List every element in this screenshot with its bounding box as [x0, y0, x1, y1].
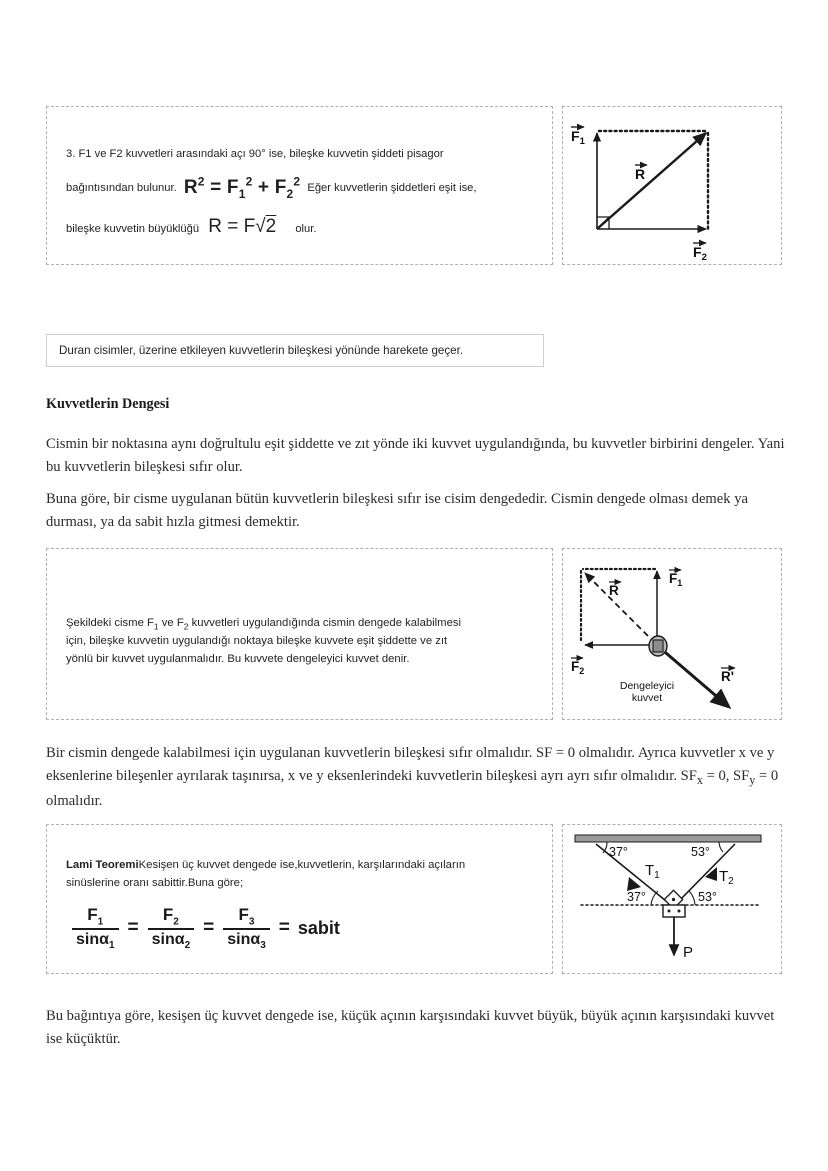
balance-text-body [66, 615, 531, 668]
closing-paragraph: Bu bağıntıya göre, kesişen üç kuvvet dengede ise, küçük açının karşısındaki kuvvet büyük, büyük açının karşısındaki kuvvet ise küçüktür. [46, 1008, 775, 1048]
lami-num-1: $F_1$ [87, 905, 104, 928]
lami-result: sabit [297, 917, 340, 938]
balancing-force-caption-line1: Dengeleyici [619, 680, 675, 692]
balance-line1-a: Şekildeki cisme F [66, 617, 154, 629]
angle-top-left: 37° [609, 845, 628, 859]
label-t2: $T_2$ [719, 868, 734, 887]
lami-den-2: sinα$_2$ [148, 928, 195, 951]
balance-line2: için, bileşke kuvvetin uygulandığı noktaya bileşke kuvvete eşit şiddette ve zıt [66, 635, 448, 648]
lami-den-1: sinα$_1$ [72, 928, 119, 951]
section-paragraph-2: Buna göre, bir cisme uygulanan bütün kuvvetlerin bileşkesi sıfır ise cisim dengededir. Cismin dengede olması demek ya durması, ya da sabit hızla gitmesi demektir. [46, 491, 748, 531]
section-paragraph-1: Cismin bir noktasına aynı doğrultulu eşit şiddette ve zıt yönde iki kuvvet uygulandığında, bu kuvvetler birbirini dengeler. Yani bu kuvvetlerin bileşkesi sıfır olur. [46, 436, 785, 476]
item3-formula-pythagoras: $R^2 = F_1^2 + F_2^2$ [183, 174, 301, 201]
lami-title: Lami Teoremi [66, 859, 139, 871]
lami-num-3-sub: 3 [248, 916, 255, 928]
lami-fraction-3 [223, 905, 270, 952]
item3-line2: bağıntısından bulunur. [66, 181, 177, 194]
lami-fraction-1 [72, 905, 119, 952]
item3-line3: Eğer kuvvetlerin şiddetleri eşit ise, [307, 181, 477, 194]
lami-theorem-diagram [563, 825, 781, 973]
label-r-prime: R' [721, 669, 734, 684]
lami-diagram-panel [562, 824, 782, 974]
label-f1: $F_1$ [571, 128, 585, 147]
angle-bottom-right: 53° [698, 890, 717, 904]
item3-diagram-panel [562, 106, 782, 265]
lami-formula [65, 905, 340, 952]
label-f1: $F_1$ [669, 571, 683, 588]
angle-bottom-left: 37° [627, 890, 646, 904]
label-r: R [635, 166, 646, 182]
pythagoras-vector-diagram [563, 107, 781, 264]
equilibrium-sub-y: y [749, 772, 756, 787]
section-heading: Kuvvetlerin Dengesi [46, 396, 170, 412]
balance-line1-c: kuvvetleri uygulandığında cismin dengede kalabilmesi [188, 617, 462, 629]
balance-text-panel [46, 548, 553, 720]
balance-sub-2: 2 [183, 621, 189, 632]
balance-line3: yönlü bir kuvvet uygulanmalıdır. Bu kuvvete dengeleyici kuvvet denir. [66, 652, 410, 665]
rule-callout-text: Duran cisimler, üzerine etkileyen kuvvetlerin bileşkesi yönünde harekete geçer. [59, 344, 464, 357]
lami-fraction-2 [148, 905, 195, 952]
label-r: R [609, 583, 619, 598]
item3-formula-root2: R = F√2 [208, 216, 277, 238]
angle-top-right: 53° [691, 845, 710, 859]
balancing-force-caption-line2: kuvvet [631, 692, 663, 704]
lami-num-2-sub: 2 [173, 916, 179, 928]
lami-den-2-sub: 2 [184, 940, 191, 952]
label-p: P [683, 944, 694, 961]
lami-equals-1: = [127, 917, 139, 939]
equilibrium-part3: = 0 olmalıdır. [46, 768, 779, 810]
item3-line5: olur. [295, 223, 317, 236]
item3-line1: 3. F1 ve F2 kuvvetleri arasındaki açı 90° ise, bileşke kuvvetin şiddeti pisagor [66, 148, 444, 160]
equilibrium-sub-x: x [696, 772, 703, 787]
lami-num-3: $F_3$ [238, 905, 255, 928]
label-f2: $F_2$ [571, 659, 585, 676]
item3-text-body [66, 145, 536, 244]
equilibrium-paragraph [46, 742, 788, 813]
balance-line1-b: ve F [158, 617, 184, 629]
lami-text-a: Kesişen üç kuvvet dengede ise,kuvvetlerin, karşılarındaki açıların [138, 859, 466, 871]
lami-num-1-sub: 1 [97, 916, 104, 928]
lami-num-2: $F_2$ [162, 905, 179, 928]
lami-text-panel [46, 824, 553, 974]
lami-text-b: sinüslerine oranı sabittir.Buna göre; [66, 876, 244, 889]
equilibrium-vector-diagram [563, 549, 781, 719]
equilibrium-part2: = 0, SF [702, 768, 750, 785]
item3-text-panel [46, 106, 553, 265]
balance-diagram-panel [562, 548, 782, 720]
lami-den-3: sinα$_3$ [223, 928, 270, 951]
lami-den-3-sub: 3 [260, 940, 266, 952]
item3-line4: bileşke kuvvetin büyüklüğü [66, 223, 200, 236]
equilibrium-part1: Bir cismin dengede kalabilmesi için uygulanan kuvvetlerin bileşkesi sıfır olmalıdır. SF = 0 olmalıdır. Ayrıca kuvvetler x ve y eksenlerine bileşenler ayrılarak taşınırsa, x ve y eksenlerindeki kuvvetlerin bileşkesi ayrı ayrı sıfır olmalıdır. SF [46, 745, 775, 785]
lami-equals-2: = [203, 917, 215, 939]
rule-callout-box [46, 334, 544, 367]
lami-text-body [66, 857, 536, 892]
lami-den-1-sub: 1 [108, 940, 115, 952]
label-t1: $T_1$ [645, 862, 660, 881]
balance-sub-1: 1 [153, 621, 159, 632]
label-f2: $F_2$ [693, 244, 707, 263]
lami-equals-3: = [278, 917, 290, 939]
